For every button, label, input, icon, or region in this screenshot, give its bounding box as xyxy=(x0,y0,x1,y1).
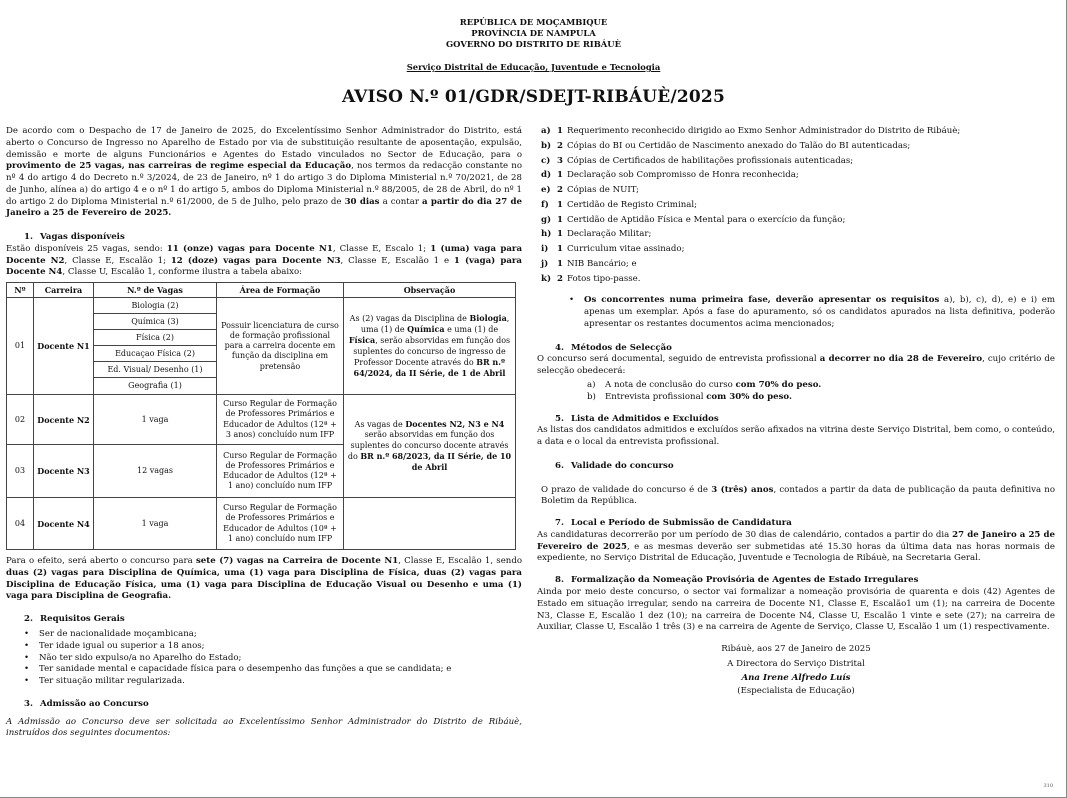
observation-cell: As vagas de Docentes N2, N3 e N4 serão absorvidas em função dos suplentes do concurso docente através do BR n.º 68/2023, da II Série, de 10 de Abril xyxy=(344,395,516,498)
list-item: g) 1 Certidão de Aptidão Física e Mental para o exercício da função; xyxy=(541,214,846,225)
intro-paragraph: De acordo com o Despacho de 17 de Janeiro de 2025, do Excelentíssimo Senhor Administrador do Distrito, está aberto o Concurso de Ingresso no Aparelho de Estado por via de substituição resultante de aposentação, expulsão, demissão e morte de alguns Funcionários e Agentes do Estado vinculados no Sector de Educação, para o provimento de 25 vagas, nas carreiras de regime especial da Educação, nos termos da redacção constante no nº 4 do artigo 4 do Decreto n.º 3/2024, de 23 de Janeiro, nº 1 do artigo 3 do Diploma Ministerial n.º 70/2021, de 28 de Junho, alínea a) do artigo 4 e o nº 1 do artigo 5, ambos do Diploma Ministerial n.º 88/2005, de 28 de Abril, do nº 1 do artigo 2 do Diploma Ministerial n.º 61/2000, de 5 de Julho, pelo prazo de 30 dias a contar a partir do dia 27 de Janeiro a 25 de Fevereiro de 2025. xyxy=(6,126,522,219)
section-5-text: As listas dos candidatos admitidos e excluídos serão afixados na vitrina deste Serviço Distrital, bem como, o conteúdo, a data e o local da entrevista profissional. xyxy=(537,425,1055,448)
list-item: i) 1 Curriculum vitae assinado; xyxy=(541,244,685,255)
list-item: a) 1 Requerimento reconhecido dirigido ao Exmo Senhor Administrador do Distrito de Ribáuè; xyxy=(541,126,961,136)
col-header: N.º de Vagas xyxy=(94,283,217,298)
table-row: 04 Docente N4 1 vaga Curso Regular de Formação de Professores Primários e Educador de Adultos (10ª + 1 ano) concluído num IFP xyxy=(7,498,516,550)
col-header: Carreira xyxy=(34,283,94,298)
col-header: Nº xyxy=(7,283,34,298)
col-header: Observação xyxy=(344,283,516,298)
signer-role: A Directora do Serviço Distrital xyxy=(727,658,865,669)
section-5-heading: 5. Lista de Admitidos e Excluídos xyxy=(555,413,719,424)
document-title: AVISO N.º 01/GDR/SDEJT-RIBÁUÈ/2025 xyxy=(341,87,725,107)
section-4-heading: 4. Métodos de Selecção xyxy=(555,342,672,353)
list-item: • Ter sanidade mental e capacidade física para o desempenho das funções a que se candidata; e xyxy=(24,664,522,676)
header xyxy=(0,17,1067,51)
list-item: d) 1 Declaração sob Compromisso de Honra reconhecida; xyxy=(541,170,799,181)
place-date: Ribáuè, aos 27 de Janeiro de 2025 xyxy=(721,644,871,655)
section-8-heading: 8. Formalização da Nomeação Provisória de Agentes de Estado Irregulares xyxy=(555,575,919,586)
section-4-text: O concurso será documental, seguido de entrevista profissional a decorrer no dia 28 de Fevereiro, cujo critério de selecção obedecerá: xyxy=(537,354,1055,377)
list-item: • Ser de nacionalidade moçambicana; xyxy=(24,629,522,641)
list-item: h) 1 Declaração Militar; xyxy=(541,229,652,240)
section-1-text: Estão disponíveis 25 vagas, sendo: 11 (onze) vagas para Docente N1, Classe E, Escalo 1; 1 (uma) vaga para Docente N2, Classe E, Escalão 1; 12 (doze) vagas para Docente N3, Classe E, Escalão 1 e 1 (vaga) para Docente N4, Classe U, Escalão 1, conforme ilustra a tabela abaixo: xyxy=(6,243,523,278)
left-column xyxy=(6,126,522,740)
section-7-heading: 7. Local e Período de Submissão de Candidatura xyxy=(555,518,792,529)
signature-block xyxy=(537,644,1055,698)
section-3-heading: 3. Admissão ao Concurso xyxy=(24,698,149,709)
section-2-heading: 2. Requisitos Gerais xyxy=(24,614,125,625)
section-1-heading: 1. Vagas disponíveis xyxy=(24,232,125,243)
table-row: 02 Docente N2 1 vaga Curso Regular de Formação de Professores Primários e Educador de Adultos (12ª + 3 anos) concluído num IFP As vagas de Docentes N2, N3 e N4 serão absorvidas em função dos suplentes do concurso docente através do BR n.º 68/2023, da II Série, de 10 de Abril xyxy=(7,395,516,445)
requirements-list xyxy=(6,629,522,688)
service-name: Serviço Distrital de Educação, Juventude e Tecnologia xyxy=(406,62,661,72)
signer-name: Ana Irene Alfredo Luís xyxy=(741,672,851,683)
list-item: f) 1 Certidão de Registo Criminal; xyxy=(541,199,698,210)
note-list xyxy=(537,295,1055,330)
section-8-text: Ainda por meio deste concurso, o sector vai formalizar a nomeação provisória de quarenta e dois (42) Agentes de Estado em situação irregular, sendo na carreira de Docente N1, Classe E, Escalão1 um (1); na carreira de Docente N3, Classe E, Escalão 1 dez (10); na carreira de Docente N4, Classe U, Escalão 1 vinte e sete (27); na carreira de Auxiliar, Classe U, Escalão 1 três (3) e na carreira de Agente de Serviço, Classe U, Escalão 1 um (1) respectivamente. xyxy=(537,586,1055,633)
list-item: • Os concorrentes numa primeira fase, deverão apresentar os requisitos a), b), c), d), e) e i) em apenas um exemplar. Após a fase do apuramento, só os candidatos apurados na lista definitiva, poderão apresentar os restantes documentos acima mencionados; xyxy=(569,295,1055,330)
list-item: b) 2 Cópias do BI ou Certidão de Nascimento anexado do Talão do BI autenticadas; xyxy=(541,140,911,151)
list-item: j) 1 NIB Bancário; e xyxy=(541,258,637,269)
list-item: • Ter situação militar regularizada. xyxy=(24,676,522,688)
vacancies-table: Nº Carreira N.º de Vagas Área de Formação Observação 01 Docente N1 Biologia (2) Possuir licenciatura de curso de formação profissional para a carreira docente em função da disciplina em pretensão As (2) vagas da Disciplina de Biologia, uma (1) de Química e uma (1) de Física, serão absorvidas em função dos suplentes do concurso de ingresso de Professor Docente através do BR n.º 64/2024, da II Série, de 1 de Abril Química (3) Física (2) Educaçao Física (2) Ed. Visual/ Desenho (1) Geografia (1) 02 Docente N2 1 vaga Curso Regular de Formação de Professores Primários e Educador de Adultos (12ª + 3 anos) concluído num IFP As vagas de Docentes N2, N3 e N4 serão absorvidas em função dos suplentes do concurso docente através do BR n.º 68/2023, da II Série, de 10 de Abril 03 Docente N3 12 vagas Curso Regular de Formação de Professores Primários e Educador de Adultos (12ª + 1 ano) concluído num IFP 04 Docente N4 1 vaga Curso Regular de Formação de Professores Primários e Educador de Adultos (10ª + 1 ano) concluído num IFP xyxy=(6,282,516,550)
header-line-1: REPÚBLICA DE MOÇAMBIQUE xyxy=(459,17,608,27)
list-item: c) 3 Cópias de Certificados de habilitações profissionais autenticadas; xyxy=(541,155,854,166)
list-item: a) A nota de conclusão do curso com 70% do peso. xyxy=(587,380,822,391)
header-line-3: GOVERNO DO DISTRITO DE RIBÁUÈ xyxy=(446,39,621,50)
selection-criteria xyxy=(537,380,1055,404)
section-3-text: A Admissão ao Concurso deve ser solicitada ao Excelentíssimo Senhor Administrador do Distrito de Ribáuè, instruídos dos seguintes documentos: xyxy=(6,716,522,739)
list-item: b) Entrevista profissional com 30% do peso. xyxy=(587,391,792,402)
signer-title: (Especialista de Educação) xyxy=(737,686,855,697)
list-item: e) 2 Cópias de NUIT; xyxy=(541,185,640,196)
section-6-heading: 6. Validade do concurso xyxy=(555,460,674,471)
after-table-paragraph: Para o efeito, será aberto o concurso para sete (7) vagas na Carreira de Docente N1, Classe E, Escalão 1, sendo duas (2) vagas para Disciplina de Química, uma (1) vaga para Disciplina de Física, duas (2) vagas para Disciplina de Educação Física, uma (1) vaga para Disciplina de Educação Visual ou Desenho e uma (1) vaga para Disciplina de Geografia. xyxy=(6,556,522,602)
page-number: 310 xyxy=(1043,783,1053,790)
col-header: Área de Formação xyxy=(217,283,344,298)
table-header-row xyxy=(7,283,516,298)
list-item: • Ter idade igual ou superior a 18 anos; xyxy=(24,641,522,653)
table-row: 03 Docente N3 12 vagas Curso Regular de Formação de Professores Primários e Educador de Adultos (12ª + 1 ano) concluído num IFP xyxy=(7,445,516,498)
section-6-text: O prazo de validade do concurso é de 3 (três) anos, contados a partir da data de publicação da pauta definitiva no Boletim da República. xyxy=(541,484,1055,507)
header-line-2: PROVÍNCIA DE NAMPULA xyxy=(471,28,596,39)
documents-list xyxy=(537,126,1055,285)
list-item: k) 2 Fotos tipo-passe. xyxy=(541,273,641,284)
observation-cell: As (2) vagas da Disciplina de Biologia, uma (1) de Química e uma (1) de Física, serão absorvidas em função dos suplentes do concurso de ingresso de Professor Docente através do BR n.º 64/2024, da II Série, de 1 de Abril xyxy=(344,298,516,395)
right-column xyxy=(537,126,1055,698)
section-7-text: As candidaturas decorrerão por um período de 30 dias de calendário, contados a partir do dia 27 de Janeiro a 25 de Fevereiro de 2025, e as mesmas deverão ser submetidas até 15.30 horas da última data nas horas normais de expediente, no Serviço Distrital de Educação, Juventude e Tecnologia de Ribáuè, na Secretaria Geral. xyxy=(537,529,1055,564)
table-row: 01 Docente N1 Biologia (2) Possuir licenciatura de curso de formação profissional para a carreira docente em função da disciplina em pretensão As (2) vagas da Disciplina de Biologia, uma (1) de Química e uma (1) de Física, serão absorvidas em função dos suplentes do concurso de ingresso de Professor Docente através do BR n.º 64/2024, da II Série, de 1 de Abril xyxy=(7,298,516,314)
list-item: • Não ter sido expulso/a no Aparelho do Estado; xyxy=(24,653,522,665)
